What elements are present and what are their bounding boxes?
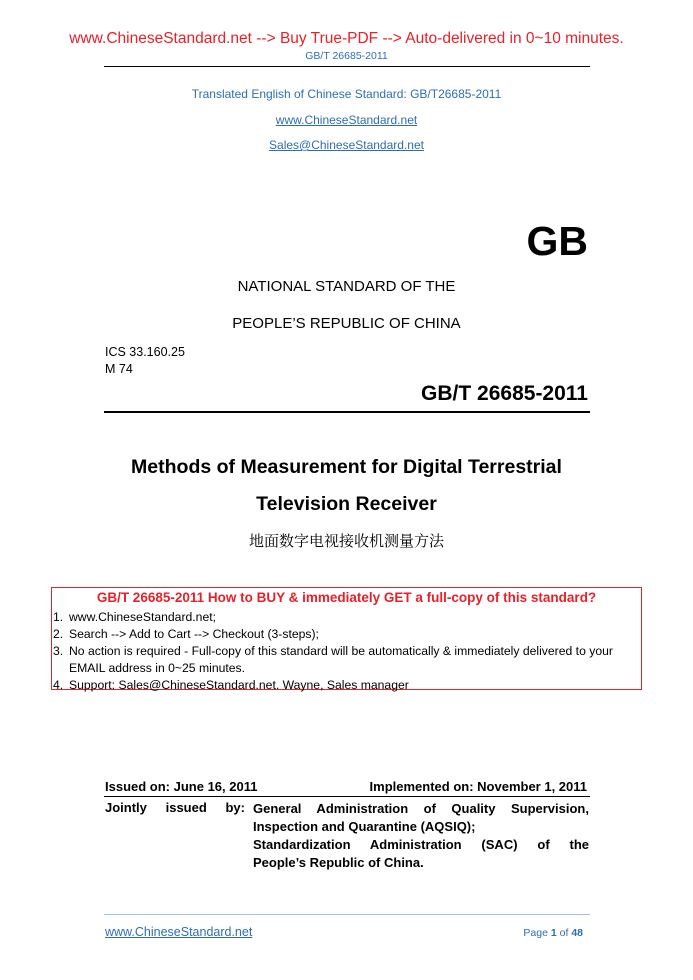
ics-code: ICS 33.160.25 <box>105 345 185 359</box>
translation-note: Translated English of Chinese Standard: GB/T26685-2011 <box>191 87 502 101</box>
jointly-issued-label: Jointly issued by: <box>105 800 245 815</box>
implemented-date: Implemented on: November 1, 2011 <box>369 779 587 794</box>
org-line-1: General Administration of Quality Supervision, <box>253 801 589 816</box>
national-line-2: PEOPLE’S REPUBLIC OF CHINA <box>232 315 461 332</box>
email-link[interactable]: Sales@ChineseStandard.net <box>269 138 424 152</box>
ccs-code: M 74 <box>105 362 133 376</box>
issued-date: Issued on: June 16, 2011 <box>105 779 258 794</box>
footer-website-link[interactable]: www.ChineseStandard.net <box>105 925 253 939</box>
promo-banner: www.ChineseStandard.net --> Buy True-PDF --> Auto-delivered in 0~10 minutes. <box>69 30 624 47</box>
list-item: 1. www.ChineseStandard.net; <box>53 610 217 624</box>
org-line-2: Inspection and Quarantine (AQSIQ); <box>253 819 476 834</box>
title-chinese: 地面数字电视接收机测量方法 <box>248 532 444 550</box>
page-number: Page 1 of 48 <box>523 927 583 939</box>
classification-block <box>105 344 185 378</box>
list-item: 4. Support: Sales@ChineseStandard.net. Wayne, Sales manager <box>53 678 409 692</box>
gb-mark: GB <box>526 218 588 264</box>
national-line-1: NATIONAL STANDARD OF THE <box>237 278 456 295</box>
title-line-1: Methods of Measurement for Digital Terrestrial <box>131 456 562 478</box>
issuing-organizations <box>253 800 589 872</box>
title-line-2: Television Receiver <box>256 493 437 515</box>
list-item: 2. Search --> Add to Cart --> Checkout (3-steps); <box>53 627 319 641</box>
header-divider <box>104 66 590 67</box>
org-line-4: People’s Republic of China. <box>253 855 424 870</box>
email-link-container <box>0 138 693 152</box>
buy-box-title: GB/T 26685-2011 How to BUY & immediately GET a full-copy of this standard? <box>96 590 597 605</box>
website-link-container <box>0 113 693 127</box>
list-item: 3. No action is required - Full-copy of this standard will be automatically & immediately delivered to your EMAIL address in 0~25 minutes. <box>53 644 613 675</box>
website-link[interactable]: www.ChineseStandard.net <box>275 113 418 127</box>
org-line-3: Standardization Administration (SAC) of the <box>253 837 589 852</box>
footer-divider <box>104 914 590 915</box>
standard-code: GB/T 26685-2011 <box>421 382 588 405</box>
header-standard-code: GB/T 26685-2011 <box>305 50 388 62</box>
issue-divider <box>104 796 590 797</box>
buy-steps-list <box>52 609 641 694</box>
footer-link-container <box>105 925 252 939</box>
buy-instructions-box <box>51 587 642 690</box>
title-divider <box>104 411 590 413</box>
